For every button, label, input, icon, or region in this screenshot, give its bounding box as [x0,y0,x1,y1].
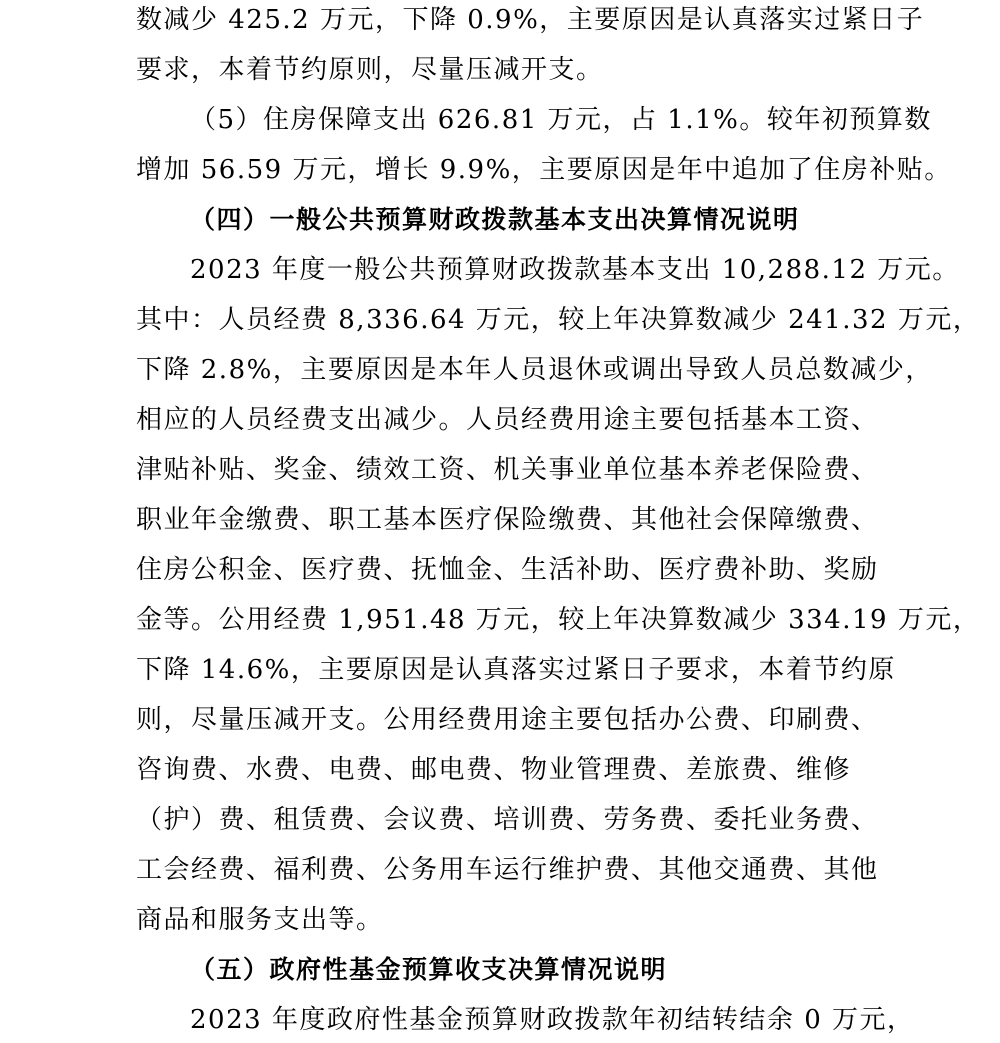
text-line: 住房公积金、医疗费、抚恤金、生活补助、医疗费补助、奖励 [136,555,879,585]
section-heading: （四）一般公共预算财政拨款基本支出决算情况说明 [190,205,800,234]
text-line: 其中：人员经费 8,336.64 万元，较上年决算数减少 241.32 万元， [136,305,981,335]
text-line: 要求，本着节约原则，尽量压减开支。 [136,55,604,85]
text-line: 金等。公用经费 1,951.48 万元，较上年决算数减少 334.19 万元， [136,605,981,635]
text-line: 数减少 425.2 万元，下降 0.9%，主要原因是认真落实过紧日子 [136,5,925,35]
text-line: 2023 年度一般公共预算财政拨款基本支出 10,288.12 万元。 [190,255,960,285]
text-line: 下降 2.8%，主要原因是本年人员退休或调出导致人员总数减少， [136,355,933,385]
text-line: 则，尽量压减开支。公用经费用途主要包括办公费、印刷费、 [136,705,879,735]
text-line: 商品和服务支出等。 [136,905,384,935]
text-line: 职业年金缴费、职工基本医疗保险缴费、其他社会保障缴费、 [136,505,879,535]
text-line: （5）住房保障支出 626.81 万元，占 1.1%。较年初预算数 [190,105,932,135]
text-line: 2023 年度政府性基金预算财政拨款年初结转结余 0 万元， [190,1005,915,1035]
text-line: 津贴补贴、奖金、绩效工资、机关事业单位基本养老保险费、 [136,455,879,485]
text-line: 下降 14.6%，主要原因是认真落实过紧日子要求，本着节约原 [136,655,896,685]
text-line: 咨询费、水费、电费、邮电费、物业管理费、差旅费、维修 [136,755,852,785]
section-heading: （五）政府性基金预算收支决算情况说明 [190,955,668,984]
text-line: 增加 56.59 万元，增长 9.9%，主要原因是年中追加了住房补贴。 [136,155,952,185]
text-line: 相应的人员经费支出减少。人员经费用途主要包括基本工资、 [136,405,879,435]
text-line: 工会经费、福利费、公务用车运行维护费、其他交通费、其他 [136,855,879,885]
text-line: （护）费、租赁费、会议费、培训费、劳务费、委托业务费、 [136,805,879,835]
